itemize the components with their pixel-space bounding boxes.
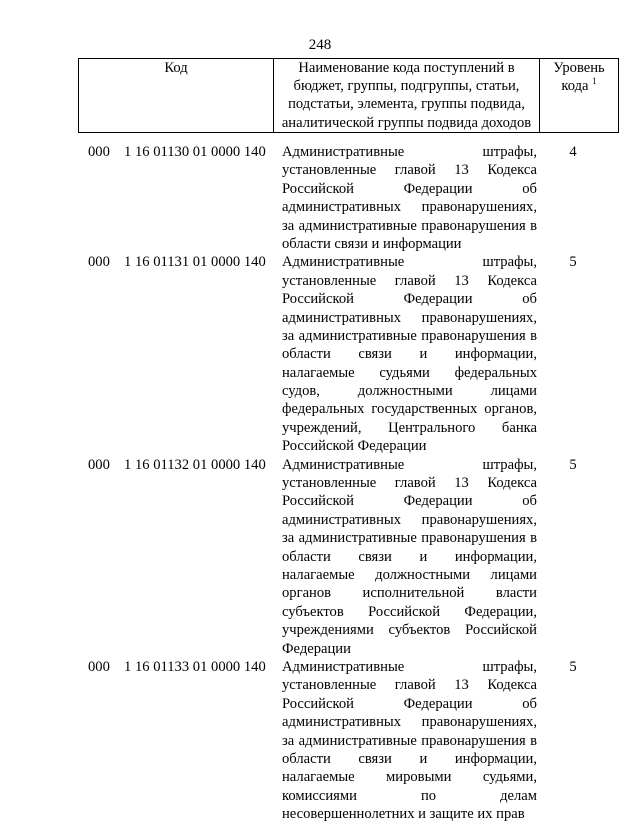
row-name-line: субъектов Российской Федерации, bbox=[282, 603, 537, 620]
row-name-line: за административные правонарушения в bbox=[282, 530, 537, 547]
row-name-line: Административные штрафы, bbox=[282, 254, 537, 271]
row-name-line: несовершеннолетних и защите их прав bbox=[282, 806, 525, 823]
row-name-line: федеральных государственных органов, bbox=[282, 401, 537, 418]
row-name-line: Российской Федерации об bbox=[282, 180, 537, 197]
row-level: 4 bbox=[569, 144, 577, 160]
row-income-code: 1 16 01131 01 0000 140 bbox=[124, 254, 266, 271]
header-code-label: Код bbox=[164, 60, 188, 76]
row-name-line: административных правонарушениях, bbox=[282, 714, 537, 731]
row-name-line: установленные главой 13 Кодекса bbox=[282, 475, 537, 492]
row-name-line: Административные штрафы, bbox=[282, 658, 537, 675]
table-header bbox=[78, 58, 619, 133]
row-name-line: установленные главой 13 Кодекса bbox=[282, 677, 537, 694]
header-level-cell bbox=[540, 59, 619, 133]
table-body bbox=[78, 143, 609, 823]
row-name-line: Российской Федерации об bbox=[282, 695, 537, 712]
header-level-label: Уровень кода bbox=[553, 60, 605, 95]
row-name-line: налагаемые мировыми судьями, bbox=[282, 769, 537, 786]
header-name-label: Наименование кода поступлений в бюджет, группы, подгруппы, статьи, подстатьи, элемента, группы подвида, аналитической группы подвида доходов bbox=[281, 60, 532, 131]
row-name-line: административных правонарушениях, bbox=[282, 511, 537, 528]
header-level-footnote: 1 bbox=[592, 76, 597, 87]
row-admin-code: 000 bbox=[88, 658, 110, 675]
header-name-cell bbox=[274, 59, 540, 133]
row-name-line: области связи и информации, bbox=[282, 548, 537, 565]
row-name-line: установленные главой 13 Кодекса bbox=[282, 272, 537, 289]
row-name-line: Российской Федерации об bbox=[282, 493, 537, 510]
row-name-line: области связи и информации, bbox=[282, 750, 537, 767]
row-name bbox=[282, 143, 537, 253]
row-name-line: налагаемые судьями федеральных bbox=[282, 364, 537, 381]
row-admin-code: 000 bbox=[88, 254, 110, 271]
header-code-cell bbox=[79, 59, 274, 133]
row-name-line: за административные правонарушения в bbox=[282, 732, 537, 749]
table-row bbox=[78, 456, 609, 658]
row-name-line: учреждениями субъектов Российской bbox=[282, 622, 537, 639]
row-name-line: Административные штрафы, bbox=[282, 456, 537, 473]
row-name-line: области связи и информации bbox=[282, 235, 462, 252]
row-name-line: административных правонарушениях, bbox=[282, 309, 537, 326]
table-row bbox=[78, 253, 609, 455]
row-level: 5 bbox=[569, 254, 577, 271]
row-name bbox=[282, 253, 537, 455]
row-name-line: Российской Федерации об bbox=[282, 291, 537, 308]
row-name-line: Российской Федерации bbox=[282, 438, 427, 455]
row-name-line: комиссиями по делам bbox=[282, 787, 537, 804]
row-admin-code: 000 bbox=[88, 456, 110, 473]
table-row bbox=[78, 658, 609, 824]
row-income-code: 1 16 01133 01 0000 140 bbox=[124, 658, 266, 675]
row-income-code: 1 16 01130 01 0000 140 bbox=[124, 144, 266, 160]
row-name-line: учреждений, Центрального банка bbox=[282, 419, 537, 436]
page-number: 248 bbox=[308, 37, 332, 53]
row-name-line: Федерации bbox=[282, 640, 351, 657]
row-name-line: установленные главой 13 Кодекса bbox=[282, 162, 537, 179]
row-name bbox=[282, 456, 537, 658]
row-income-code: 1 16 01132 01 0000 140 bbox=[124, 456, 266, 473]
row-name-line: за административные правонарушения в bbox=[282, 327, 537, 344]
table-row bbox=[78, 143, 609, 253]
row-name-line: за административные правонарушения в bbox=[282, 217, 537, 234]
row-name-line: области связи и информации, bbox=[282, 346, 537, 363]
row-name-line: налагаемые должностными лицами bbox=[282, 566, 537, 583]
row-admin-code: 000 bbox=[88, 144, 110, 160]
row-name-line: органов исполнительной власти bbox=[282, 585, 537, 602]
row-name bbox=[282, 658, 537, 824]
row-level: 5 bbox=[569, 658, 577, 675]
row-name-line: административных правонарушениях, bbox=[282, 199, 537, 216]
row-name-line: судов, должностными лицами bbox=[282, 383, 537, 400]
row-name-line: Административные штрафы, bbox=[282, 144, 537, 160]
row-level: 5 bbox=[569, 456, 577, 473]
